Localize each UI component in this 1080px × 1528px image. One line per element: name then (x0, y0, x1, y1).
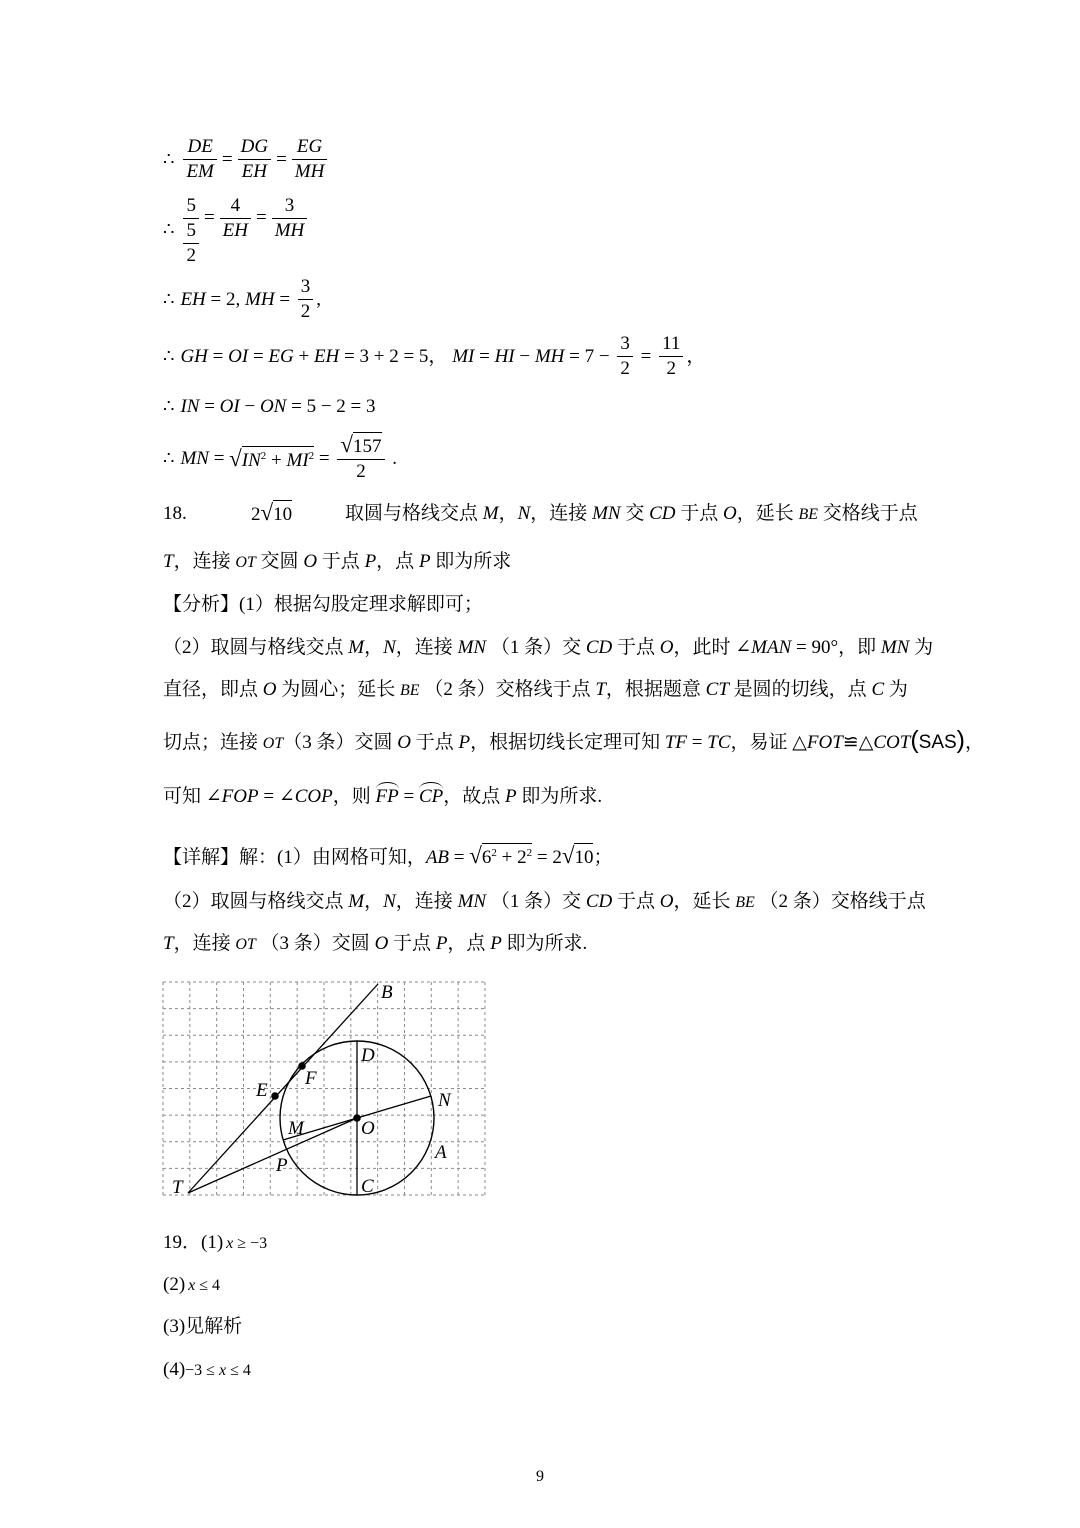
coefficient: 2 (251, 504, 261, 525)
exponent: 2 (260, 450, 267, 462)
square-root (229, 444, 314, 473)
fraction (298, 275, 314, 324)
label-d: D (361, 1045, 375, 1066)
fraction-numerator: DG (238, 135, 271, 160)
math-text: = (274, 288, 295, 310)
math-text: = (635, 345, 657, 367)
result-equation (163, 275, 321, 324)
therefore-symbol: ∴ (163, 447, 175, 469)
text-segment: = 2 (532, 847, 562, 868)
text-segment: = ∠ (258, 786, 295, 807)
variable: FOT (806, 732, 843, 753)
equals-sign: = (221, 148, 233, 170)
therefore-symbol: ∴ (163, 345, 175, 367)
math-text: ， (686, 345, 706, 367)
text-segment: ，连接 (395, 891, 458, 912)
text-segment: 交圆 (255, 551, 304, 572)
fraction-numerator: 5 (183, 219, 199, 244)
congruent-symbol: ≌△ (842, 732, 874, 753)
text-segment: ； (593, 847, 613, 868)
text-segment: 【详解】解：(1）由网格可知， (163, 847, 426, 868)
text-segment: ，延长 (673, 891, 736, 912)
text-segment: 即为所求. (501, 933, 588, 954)
variable: MI (452, 345, 475, 367)
label-p: P (276, 1155, 288, 1176)
variable: GH (180, 345, 208, 367)
math-text: ≥ −3 (233, 1235, 268, 1252)
fraction-denominator: 2 (186, 245, 196, 266)
variable: T (163, 933, 174, 954)
equals-sign: = (203, 207, 215, 228)
variable: OT (262, 735, 284, 752)
variable: P (418, 551, 431, 572)
therefore-symbol: ∴ (163, 396, 175, 417)
point-o (353, 1114, 361, 1122)
variable: O (659, 637, 674, 658)
variable: x (218, 1362, 227, 1379)
text-segment: = (687, 732, 708, 753)
fraction (272, 194, 308, 243)
radical-sign: √ (340, 432, 354, 457)
fraction-denominator: 2 (666, 358, 676, 379)
analysis-line-2 (163, 677, 908, 704)
label-e: E (256, 1080, 268, 1101)
label-n: N (438, 1090, 451, 1111)
text-segment: （2）取圆与格线交点 (163, 891, 349, 912)
text-segment: 于点 (317, 551, 365, 572)
text-segment: ，连接 (530, 503, 593, 524)
variable: EG (268, 345, 294, 367)
math-text: = 3 + 2 = 5， (339, 345, 453, 367)
variable: C (871, 679, 885, 700)
inner-fraction (183, 219, 199, 268)
fraction-numerator: 4 (220, 194, 251, 219)
variable: ON (259, 396, 287, 417)
variable: MN (592, 503, 621, 524)
text-segment: ，则 (332, 786, 376, 807)
detail-line-2 (163, 889, 926, 916)
text-segment: ， (364, 891, 384, 912)
text-segment: ，点 (447, 933, 491, 954)
text-segment: 为 (884, 679, 908, 700)
text-segment: = (398, 786, 419, 807)
variable: CD (585, 891, 613, 912)
math-text: 6 (481, 847, 492, 868)
text-segment: 切点；连接 (163, 732, 263, 753)
text-segment: 取圆与格线交点 (345, 503, 483, 524)
detail-line-3 (163, 931, 587, 958)
fraction-denominator: 2 (356, 461, 366, 482)
text-segment: ，易证 △ (730, 732, 807, 753)
variable: O (303, 551, 318, 572)
analysis-line-1 (163, 635, 933, 661)
mn-equation (163, 433, 397, 484)
variable: O (262, 679, 277, 700)
paren-close: ) (956, 726, 965, 754)
label-m: M (288, 1118, 304, 1139)
exponent: 2 (491, 847, 497, 859)
variable: OI (219, 396, 240, 417)
label-o: O (361, 1118, 375, 1139)
text-segment: （1 条）交 (486, 891, 586, 912)
variable: OT (235, 554, 256, 571)
therefore-symbol: ∴ (163, 288, 175, 310)
label-f: F (305, 1068, 317, 1089)
variable: IN (241, 450, 261, 471)
answer-text-continued (163, 549, 511, 576)
variable: M (482, 503, 499, 524)
fraction-denominator: EH (222, 220, 248, 241)
therefore-symbol: ∴ (163, 148, 175, 170)
variable: CD (649, 503, 676, 524)
text-segment: 为圆心；延长 (276, 679, 401, 700)
text-segment: 可知 ∠ (163, 786, 222, 807)
variable: MN (180, 447, 209, 469)
fraction-numerator: EG (292, 135, 328, 160)
fraction-numerator: 5 (183, 194, 199, 219)
text-segment: 交格线于点 (818, 503, 918, 524)
text-segment: ，根据题意 (605, 679, 706, 700)
fraction-denominator (183, 219, 199, 268)
text-segment: (4) (163, 1359, 186, 1380)
label-t: T (172, 1177, 183, 1198)
analysis-line-3 (163, 727, 984, 757)
variable: CD (585, 637, 613, 658)
sas-criterion: SAS (918, 732, 957, 753)
variable: FOP (221, 786, 259, 807)
radical-sign: √ (469, 843, 482, 868)
exponent: 2 (308, 450, 315, 462)
text-segment: 于点 (675, 503, 723, 524)
variable: BE (798, 506, 819, 523)
fraction-denominator: 2 (300, 301, 311, 322)
equals-sign: = (276, 148, 287, 170)
math-text: = (248, 345, 269, 367)
fraction (183, 135, 216, 184)
ratio-equation (163, 135, 330, 184)
radicand: 10 (574, 843, 593, 868)
answer-19-part-4 (163, 1357, 251, 1384)
text-segment: 于点 (388, 933, 436, 954)
variable: IN (180, 396, 200, 417)
variable: BE (735, 894, 755, 911)
radicand (482, 843, 532, 868)
therefore-symbol: ∴ (163, 219, 175, 240)
variable: MN (457, 891, 487, 912)
fraction (337, 433, 384, 484)
text-segment: ， (965, 732, 985, 753)
arc-fp: FP (376, 782, 399, 807)
fraction-numerator (337, 433, 384, 460)
fraction-denominator: MH (294, 161, 325, 182)
text-segment: 19．(1) (163, 1232, 224, 1253)
text-segment: （1 条）交 (486, 637, 586, 658)
variable: P (505, 786, 517, 807)
radical-sign: √ (561, 843, 575, 868)
variable: OI (228, 345, 249, 367)
math-text: = (207, 345, 229, 367)
text-segment: 直径，即点 (163, 679, 263, 700)
text-segment: 于点 (612, 637, 660, 658)
length-equation (163, 332, 705, 381)
variable: EH (180, 288, 206, 310)
variable: MN (880, 637, 910, 658)
text-segment: ，根据切线长定理可知 (470, 732, 665, 753)
radicand (242, 446, 314, 471)
text-segment: 于点 (410, 732, 459, 753)
math-text: = 5 − 2 = 3 (286, 396, 376, 417)
fraction-denominator: EH (241, 161, 267, 182)
fraction (220, 194, 251, 243)
answer-value (251, 501, 292, 528)
text-segment: (2) (163, 1274, 186, 1295)
text-segment: ，连接 (395, 637, 458, 658)
variable: MH (534, 345, 565, 367)
label-b: B (381, 982, 393, 1003)
fraction-denominator: MH (274, 220, 305, 241)
radicand: 157 (353, 432, 382, 457)
text-segment: ，连接 (173, 933, 236, 954)
text-segment: 交 (620, 503, 650, 524)
text-segment: （2 条）交格线于点 (419, 679, 596, 700)
text-segment: 即为所求 (430, 551, 512, 572)
text-segment: （3 条）交圆 (255, 933, 375, 954)
page-number: 9 (536, 1468, 544, 1485)
variable: T (163, 551, 174, 572)
variable: MI (286, 450, 309, 471)
answer-19-part-2 (163, 1272, 220, 1299)
math-text: = (199, 396, 220, 417)
arc-cp: CP (419, 782, 443, 807)
math-text: + 2 (496, 847, 527, 868)
detail-line-1 (163, 840, 612, 871)
variable: O (374, 933, 389, 954)
fraction-denominator: EM (186, 161, 214, 182)
variable: N (383, 637, 396, 658)
variable: P (490, 933, 502, 954)
radicand: 10 (273, 500, 292, 525)
analysis-line-4 (163, 784, 602, 810)
fraction-numerator: DE (183, 135, 216, 160)
radical-sign: √ (229, 446, 242, 471)
analysis-heading: 【分析】(1）根据勾股定理求解即可； (163, 594, 483, 615)
geometry-figure (155, 975, 495, 1210)
math-text: ≤ 4 (195, 1277, 221, 1294)
exponent: 2 (526, 847, 533, 859)
math-text: = (208, 447, 230, 469)
variable: AB (425, 847, 450, 868)
answer-text (345, 501, 918, 528)
fraction-denominator: 2 (620, 358, 630, 379)
variable: TF (664, 732, 688, 753)
variable: CT (705, 679, 729, 700)
equals-sign: = (256, 207, 267, 228)
variable: MH (245, 288, 275, 310)
text-segment: 于点 (612, 891, 660, 912)
variable: BE (400, 682, 420, 699)
math-text: = (474, 345, 495, 367)
variable: COT (873, 732, 911, 753)
math-text: + (293, 345, 314, 367)
answer-19-part-1 (163, 1230, 267, 1257)
substitution-equation (163, 194, 310, 268)
dashed-grid (163, 982, 485, 1195)
math-text: − (514, 345, 535, 367)
point-e (271, 1092, 279, 1100)
text-segment: （3 条）交圆 (283, 732, 398, 753)
radical-sign: √ (260, 500, 274, 525)
text-segment: = (449, 847, 470, 868)
text-segment: 是圆的切线，点 (728, 679, 872, 700)
text-segment: （2 条）交格线于点 (754, 891, 926, 912)
in-equation (163, 395, 376, 419)
variable: O (659, 891, 674, 912)
text-segment: 为 (909, 637, 934, 658)
text-segment: = 90°，即 (791, 637, 881, 658)
complex-fraction (183, 194, 199, 268)
text-segment: ，此时 ∠ (673, 637, 752, 658)
line-to (188, 1118, 357, 1193)
label-c: C (361, 1176, 374, 1197)
fraction-numerator: 3 (272, 194, 308, 219)
text-segment: ，点 (376, 551, 419, 572)
variable: TC (707, 732, 731, 753)
fraction (292, 135, 328, 184)
variable: M (348, 891, 365, 912)
variable: COP (294, 786, 333, 807)
math-text: = 7 − (564, 345, 615, 367)
variable: N (383, 891, 396, 912)
text-segment: 即为所求. (516, 786, 603, 807)
math-text: ≤ 4 (226, 1362, 251, 1379)
variable: MAN (751, 637, 792, 658)
fraction (617, 332, 633, 381)
math-text: + (266, 450, 287, 471)
fraction (659, 332, 683, 381)
paren-open: ( (910, 726, 919, 754)
variable: M (348, 637, 365, 658)
text-segment: ， (364, 637, 384, 658)
text-segment: ， (498, 503, 518, 524)
text-segment: ，连接 (173, 551, 236, 572)
math-text: = (314, 447, 335, 469)
variable: N (517, 503, 531, 524)
variable: OT (235, 936, 256, 953)
variable: P (435, 933, 448, 954)
math-text: . (387, 447, 398, 469)
math-text: , (316, 288, 322, 310)
text-segment: ，故点 (443, 786, 505, 807)
question-number-18: 18. (163, 503, 187, 524)
fraction-numerator: 11 (659, 332, 683, 357)
fraction-numerator: 3 (617, 332, 633, 357)
fraction (238, 135, 271, 184)
variable: O (397, 732, 411, 753)
variable: O (723, 503, 737, 524)
answer-19-part-3: (3)见解析 (163, 1316, 243, 1337)
variable: x (226, 1235, 234, 1252)
math-text: = 2, (205, 288, 245, 310)
math-text: − (239, 396, 260, 417)
variable: x (188, 1277, 196, 1294)
variable: P (364, 551, 377, 572)
text-segment: （2）取圆与格线交点 (163, 637, 349, 658)
variable: MN (457, 637, 487, 658)
variable: HI (494, 345, 515, 367)
variable: T (595, 679, 606, 700)
variable: EH (313, 345, 340, 367)
variable: P (458, 732, 471, 753)
label-a: A (435, 1142, 447, 1163)
math-text: −3 ≤ (185, 1362, 219, 1379)
fraction-numerator: 3 (298, 275, 314, 300)
text-segment: ，延长 (736, 503, 799, 524)
